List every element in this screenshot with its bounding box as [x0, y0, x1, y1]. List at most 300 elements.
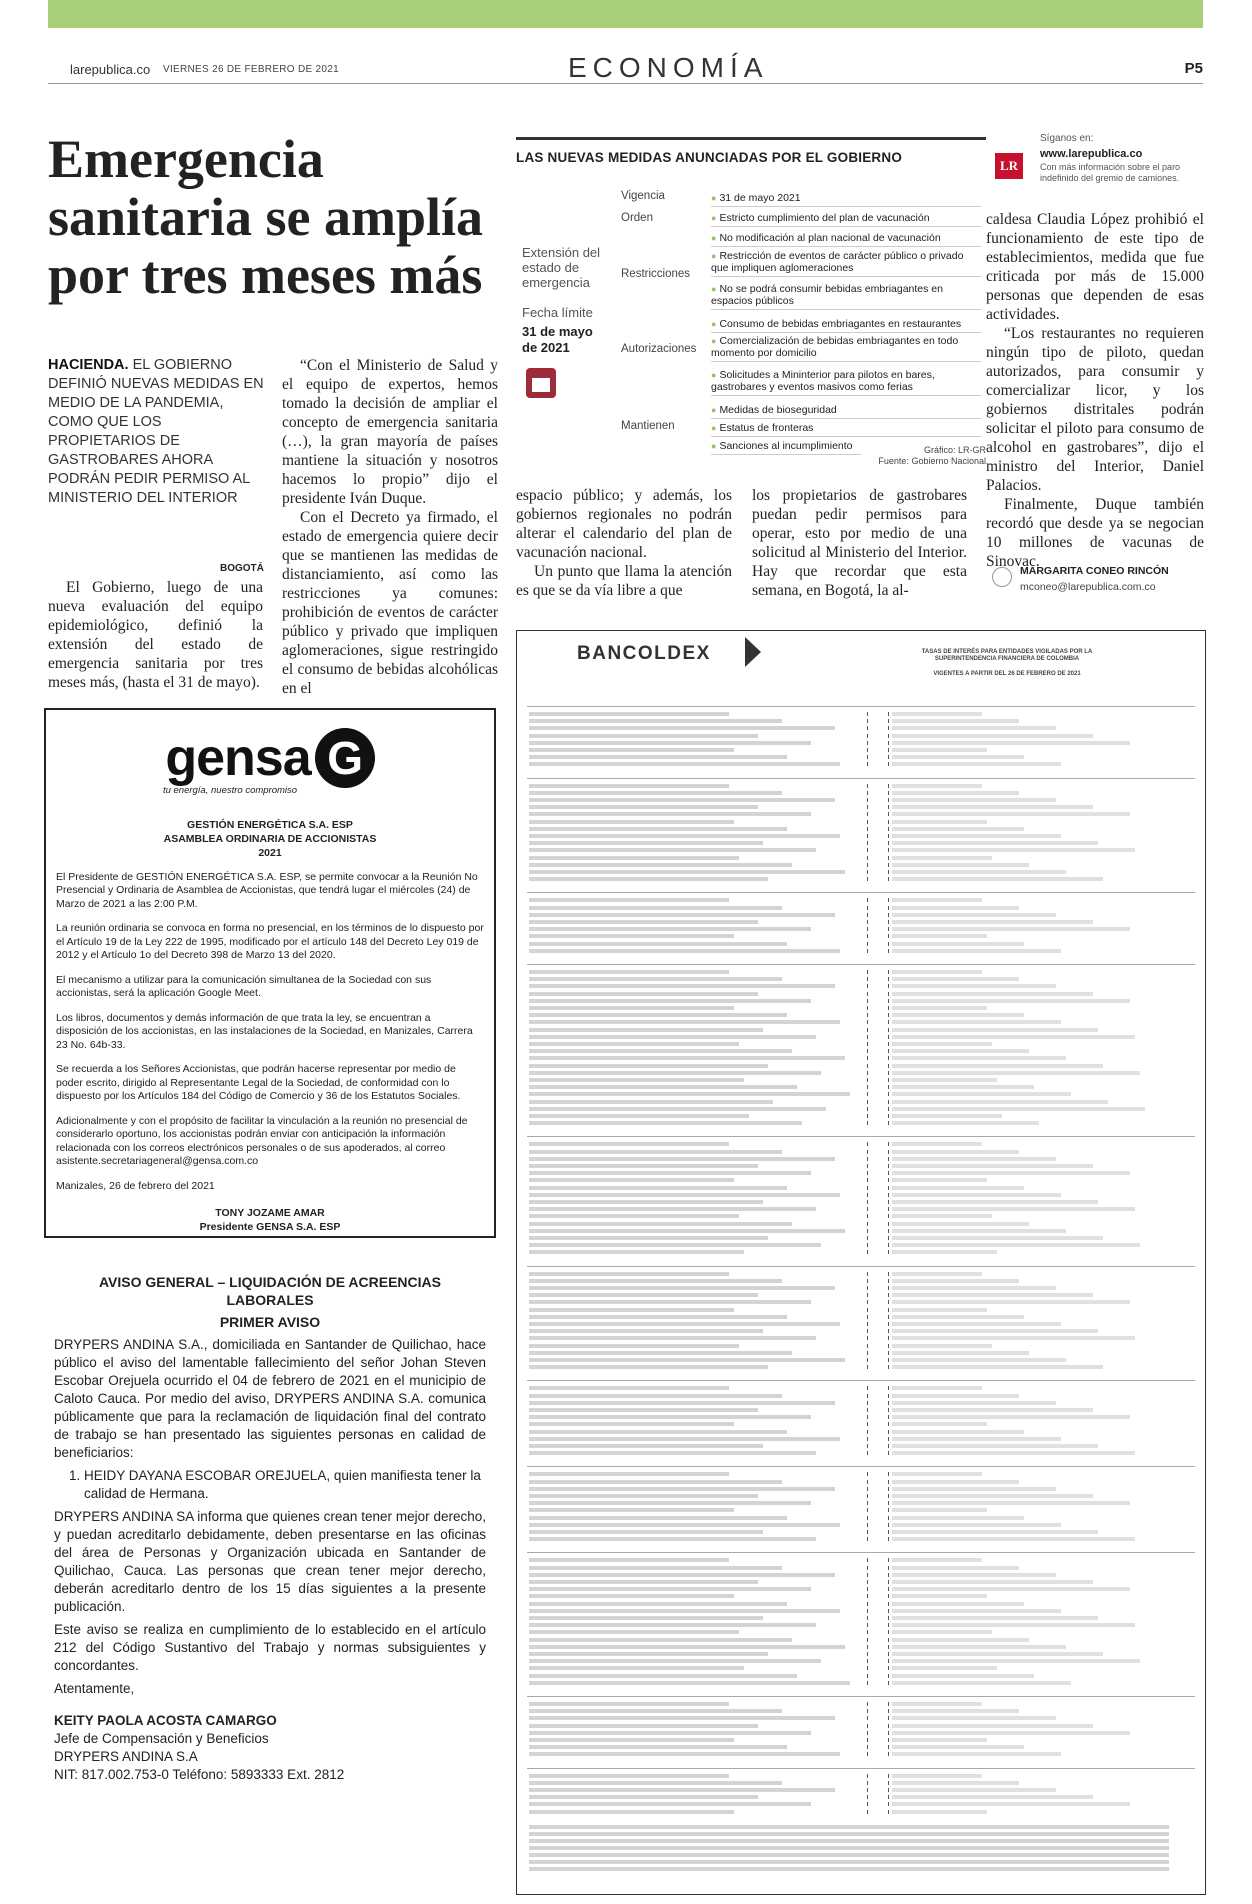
rate-marker: [867, 1042, 889, 1046]
rate-label-line: [529, 1645, 845, 1649]
rate-values-line: [892, 1774, 982, 1778]
rate-marker: [867, 1616, 889, 1620]
rate-marker: [867, 1494, 889, 1498]
rate-label-line: [529, 1386, 729, 1390]
lr-logo: LR: [995, 153, 1023, 179]
rate-label-line: [529, 1013, 787, 1017]
rate-marker: [867, 1056, 889, 1060]
rate-marker: [867, 1702, 889, 1706]
rate-label-line: [529, 1573, 835, 1577]
rate-marker: [867, 1329, 889, 1333]
rate-label-line: [529, 1558, 729, 1562]
rate-marker: [867, 942, 889, 946]
rate-label-line: [529, 877, 768, 881]
rate-values-line: [892, 1286, 1056, 1290]
rate-values-line: [892, 1042, 992, 1046]
gensa-year: 2021: [258, 846, 282, 859]
rate-marker: [867, 1071, 889, 1075]
list-item: 1. HEIDY DAYANA ESCOBAR OREJUELA, quien manifiesta tener la calidad de Hermana.: [84, 1467, 486, 1503]
rate-values-line: [892, 1336, 1135, 1340]
rate-label-line: [529, 1731, 811, 1735]
rate-marker: [867, 1602, 889, 1606]
rate-values-line: [892, 870, 1066, 874]
table-divider: [527, 1380, 1195, 1381]
rate-values-line: [892, 1358, 1066, 1362]
rate-marker: [867, 1200, 889, 1204]
rate-values-line: [892, 1408, 1093, 1412]
rate-label-line: [529, 1100, 773, 1104]
rate-marker: [867, 1609, 889, 1613]
rate-values-line: [892, 1566, 1019, 1570]
rate-marker: [867, 934, 889, 938]
rate-values-line: [892, 805, 1093, 809]
rate-label-line: [529, 1171, 811, 1175]
rate-marker: [867, 1594, 889, 1598]
rate-values-line: [892, 1602, 1024, 1606]
rate-values-line: [892, 1530, 1098, 1534]
rate-marker: [867, 748, 889, 752]
rate-values-line: [892, 1810, 987, 1814]
rate-marker: [867, 1444, 889, 1448]
rate-values-line: [892, 1645, 1066, 1649]
category-restricciones: Restricciones: [621, 268, 691, 280]
rate-label-line: [529, 1501, 811, 1505]
measure-item: ● Consumo de bebidas embriagantes en restaurantes: [711, 318, 981, 333]
rate-marker: [867, 755, 889, 759]
rate-label-line: [529, 1666, 744, 1670]
rate-marker: [867, 1587, 889, 1591]
category-vigencia: Vigencia: [621, 190, 665, 202]
rate-values-line: [892, 1300, 1130, 1304]
rate-values-line: [892, 1092, 1071, 1096]
rate-marker: [867, 1724, 889, 1728]
measure-item: ● No se podrá consumir bebidas embriagantes en espacios públicos: [711, 283, 981, 310]
rate-values-line: [892, 1329, 1098, 1333]
rate-values-line: [892, 834, 1061, 838]
rate-values-line: [892, 820, 987, 824]
rate-marker: [867, 798, 889, 802]
rate-values-line: [892, 1394, 1019, 1398]
category-orden: Orden: [621, 212, 653, 224]
rate-label-line: [529, 1674, 797, 1678]
rate-marker: [867, 1630, 889, 1634]
rate-values-line: [892, 1444, 1098, 1448]
site-name[interactable]: larepublica.co: [70, 62, 151, 77]
rate-values-line: [892, 927, 1130, 931]
rate-marker: [867, 1186, 889, 1190]
rate-values-line: [892, 863, 1029, 867]
rate-label-line: [529, 1193, 840, 1197]
rate-values-line: [892, 848, 1135, 852]
rate-values-line: [892, 1121, 1039, 1125]
rate-marker: [867, 1802, 889, 1806]
rate-label-line: [529, 812, 811, 816]
footnote-line: [529, 1846, 1169, 1850]
rate-marker: [867, 1300, 889, 1304]
rate-values-line: [892, 1623, 1135, 1627]
section-title: ECONOMÍA: [568, 52, 769, 83]
paragraph: DRYPERS ANDINA S.A., domiciliada en Santander de Quilichao, hace público el aviso del lamentable fallecimiento del señor Johan Steven Escobar Orejuela ocurrido el 04 de febrero de 2021 en el municipio de Caloto Cauca. Por medio del aviso, DRYPERS ANDINA S.A. comunica públicamente que para la reclamación de liquidación final del contrato de trabajo se han presentado las siguientes personas en calidad de beneficiarios:: [54, 1337, 486, 1460]
rate-label-line: [529, 841, 763, 845]
bancoldex-mark: [745, 637, 761, 667]
gensa-company: GESTIÓN ENERGÉTICA S.A. ESP: [187, 818, 353, 831]
rate-label-line: [529, 992, 758, 996]
paragraph: “Con el Ministerio de Salud y el equipo de expertos, hemos tomado la decisión de ampliar el concepto de emergencia sanitaria (…), la gran mayoría de países mantiene la situación y nosotros hacemos lo propio” dijo el presidente Iván Duque.: [282, 357, 498, 507]
rate-values-line: [892, 906, 1019, 910]
rate-label-line: [529, 949, 840, 953]
rate-label-line: [529, 1609, 840, 1613]
rate-label-line: [529, 1150, 782, 1154]
rate-values-line: [892, 942, 1024, 946]
measure-item: ● Estatus de fronteras: [711, 422, 981, 437]
rate-label-line: [529, 1472, 729, 1476]
rate-label-line: [529, 755, 787, 759]
table-divider: [527, 778, 1195, 779]
rate-marker: [867, 1666, 889, 1670]
rate-values-line: [892, 1781, 1019, 1785]
rate-values-line: [892, 1250, 997, 1254]
rate-values-line: [892, 1142, 982, 1146]
rate-label-line: [529, 1092, 850, 1096]
footnote-line: [529, 1860, 1169, 1864]
infobox-title: LAS NUEVAS MEDIDAS ANUNCIADAS POR EL GOBIERNO: [516, 150, 903, 165]
rate-values-line: [892, 1322, 1061, 1326]
rate-values-line: [892, 1580, 1093, 1584]
rate-label-line: [529, 1788, 835, 1792]
gensa-logo-mark: G: [315, 728, 375, 788]
rate-label-line: [529, 1508, 734, 1512]
rate-label-line: [529, 712, 729, 716]
social-url[interactable]: www.larepublica.co: [1040, 148, 1143, 160]
rate-label-line: [529, 1064, 768, 1068]
rate-marker: [867, 1659, 889, 1663]
rate-values-line: [892, 1523, 1061, 1527]
article-column-5: [986, 210, 1204, 571]
rate-marker: [867, 812, 889, 816]
article-column-4: [752, 486, 967, 600]
paragraph: DRYPERS ANDINA SA informa que quienes crean tener mejor derecho, y puedan acreditarlo debidamente, deben presentarse en las oficinas del área de Personas y Organización ubicada en Santander de Quilichao, Cauca. Las personas que crean tener mejor derecho, deberán acreditarlo dentro de los 15 días siguientes a la presente publicación.: [54, 1509, 486, 1614]
rate-values-line: [892, 1472, 982, 1476]
rate-label-line: [529, 1293, 758, 1297]
rate-values-line: [892, 1164, 1093, 1168]
rate-marker: [867, 977, 889, 981]
closing: Atentamente,: [54, 1681, 135, 1696]
rate-values-line: [892, 920, 1093, 924]
rate-values-line: [892, 898, 982, 902]
rate-marker: [867, 1107, 889, 1111]
rate-label-line: [529, 798, 835, 802]
rate-values-line: [892, 1558, 982, 1562]
rate-values-line: [892, 1157, 1056, 1161]
rate-marker: [867, 920, 889, 924]
page-number: P5: [1184, 60, 1203, 77]
gensa-logo-text: gensa: [165, 729, 311, 787]
article-column-2: [282, 356, 498, 698]
rate-label-line: [529, 934, 734, 938]
paragraph: El mecanismo a utilizar para la comunicación simultanea de la Sociedad con sus accionistas, será la aplicación Google Meet.: [56, 973, 432, 999]
paragraph: Con el Decreto ya firmado, el estado de emergencia quiere decir que se mantienen las medidas de distanciamiento, así como las restricciones ya comunes: prohibición de eventos de carácter público y privado que impliquen aglomeraciones, sigue restringido el consumo de bebidas alcohólicas en el: [282, 509, 498, 697]
rate-label-line: [529, 1286, 835, 1290]
rate-values-line: [892, 734, 1093, 738]
footnote-line: [529, 1832, 1169, 1836]
infobox-credit: [878, 445, 986, 467]
rate-values-line: [892, 1573, 1056, 1577]
rate-values-line: [892, 1788, 1056, 1792]
rate-marker: [867, 1315, 889, 1319]
rate-marker: [867, 784, 889, 788]
author-name: MARGARITA CONEO RINCÓN: [1020, 565, 1169, 577]
rate-marker: [867, 1530, 889, 1534]
rate-marker: [867, 1142, 889, 1146]
rate-label-line: [529, 1630, 739, 1634]
rate-values-line: [892, 1516, 1024, 1520]
rate-label-line: [529, 1042, 739, 1046]
rate-label-line: [529, 719, 782, 723]
rate-values-line: [892, 934, 987, 938]
measure-item: ● 31 de mayo 2021: [711, 192, 981, 207]
rate-marker: [867, 827, 889, 831]
rate-label-line: [529, 1702, 729, 1706]
aviso-title: AVISO GENERAL – LIQUIDACIÓN DE ACREENCIAS LABORALES: [98, 1274, 441, 1308]
rate-values-line: [892, 1293, 1093, 1297]
rate-values-line: [892, 1795, 1093, 1799]
rate-label-line: [529, 1451, 816, 1455]
rate-values-line: [892, 841, 1098, 845]
running-header: [48, 52, 1203, 84]
rate-label-line: [529, 1178, 734, 1182]
rate-label-line: [529, 1444, 763, 1448]
rate-label-line: [529, 1802, 811, 1806]
rate-marker: [867, 1308, 889, 1312]
rate-label-line: [529, 1587, 811, 1591]
rate-marker: [867, 877, 889, 881]
rate-marker: [867, 1236, 889, 1240]
rate-marker: [867, 726, 889, 730]
rate-marker: [867, 1279, 889, 1283]
rate-marker: [867, 1573, 889, 1577]
footnote-line: [529, 1867, 1169, 1871]
rate-marker: [867, 841, 889, 845]
author-icon: [992, 567, 1012, 587]
place-date: Manizales, 26 de febrero del 2021: [56, 1179, 215, 1192]
footnote-line: [529, 1825, 1169, 1829]
rate-label-line: [529, 1035, 816, 1039]
rate-label-line: [529, 784, 729, 788]
rate-values-line: [892, 970, 982, 974]
rate-marker: [867, 1638, 889, 1642]
rate-marker: [867, 1716, 889, 1720]
bancoldex-logo: BANCOLDEX: [577, 643, 711, 664]
rate-values-line: [892, 827, 1024, 831]
rate-values-line: [892, 1186, 1024, 1190]
rate-label-line: [529, 1516, 787, 1520]
rate-values-line: [892, 1200, 1098, 1204]
paragraph: Se recuerda a los Señores Accionistas, que podrán hacerse representar por medio de poder escrito, dirigido al Representante Legal de la Sociedad, de conformidad con lo dispuesto por los Artículos 184 del Código de Comercio y 36 de los Estatutos Sociales.: [56, 1063, 461, 1102]
rate-values-line: [892, 1229, 1066, 1233]
rate-label-line: [529, 913, 835, 917]
rate-values-line: [892, 1415, 1130, 1419]
rate-label-line: [529, 1487, 835, 1491]
rate-marker: [867, 1681, 889, 1685]
rate-values-line: [892, 784, 982, 788]
rate-label-line: [529, 1078, 744, 1082]
rate-values-line: [892, 798, 1056, 802]
rate-values-line: [892, 1049, 1029, 1053]
extension-label: Extensión del estado de emergencia: [522, 245, 601, 290]
rate-marker: [867, 1207, 889, 1211]
rate-label-line: [529, 1652, 768, 1656]
rate-marker: [867, 1020, 889, 1024]
rate-marker: [867, 1193, 889, 1197]
rate-label-line: [529, 820, 734, 824]
rate-values-line: [892, 1802, 1130, 1806]
rate-marker: [867, 856, 889, 860]
measure-item: ● Restricción de eventos de carácter público o privado que impliquen aglomeraciones: [711, 250, 981, 277]
table-divider: [527, 1136, 1195, 1137]
rate-label-line: [529, 805, 758, 809]
rate-label-line: [529, 1594, 734, 1598]
rate-values-line: [892, 949, 1061, 953]
rate-label-line: [529, 1344, 739, 1348]
rate-label-line: [529, 1121, 802, 1125]
rate-marker: [867, 1243, 889, 1247]
rate-label-line: [529, 1049, 792, 1053]
rate-label-line: [529, 1279, 782, 1283]
rate-marker: [867, 992, 889, 996]
rate-label-line: [529, 1214, 739, 1218]
rate-values-line: [892, 1222, 1029, 1226]
rate-label-line: [529, 1020, 840, 1024]
rate-marker: [867, 834, 889, 838]
rate-label-line: [529, 870, 845, 874]
rate-values-line: [892, 1745, 1024, 1749]
rate-values-line: [892, 1107, 1145, 1111]
rate-marker: [867, 898, 889, 902]
rate-marker: [867, 1178, 889, 1182]
rate-label-line: [529, 1480, 782, 1484]
rate-label-line: [529, 1358, 845, 1362]
rate-marker: [867, 1114, 889, 1118]
rate-label-line: [529, 1810, 734, 1814]
rate-values-line: [892, 719, 1019, 723]
rate-marker: [867, 1286, 889, 1290]
rate-marker: [867, 1006, 889, 1010]
rate-values-line: [892, 712, 982, 716]
rate-marker: [867, 1121, 889, 1125]
rate-marker: [867, 1013, 889, 1017]
rate-values-line: [892, 1114, 1002, 1118]
rate-label-line: [529, 1781, 782, 1785]
rate-marker: [867, 1157, 889, 1161]
rate-marker: [867, 1358, 889, 1362]
rate-marker: [867, 1229, 889, 1233]
table-divider: [527, 892, 1195, 893]
rate-label-line: [529, 856, 739, 860]
rate-label-line: [529, 1638, 792, 1642]
rate-label-line: [529, 1351, 792, 1355]
rate-values-line: [892, 1100, 1108, 1104]
table-divider: [527, 1266, 1195, 1267]
rate-marker: [867, 1437, 889, 1441]
rate-label-line: [529, 1623, 816, 1627]
rate-values-line: [892, 1666, 997, 1670]
rate-values-line: [892, 1035, 1135, 1039]
rate-label-line: [529, 1071, 821, 1075]
rate-values-line: [892, 984, 1056, 988]
paragraph: Finalmente, Duque también recordó que desde ya se negocian 10 millones de vacunas de Sinovac.: [986, 496, 1204, 570]
rate-label-line: [529, 827, 787, 831]
rate-values-line: [892, 1279, 1019, 1283]
rate-label-line: [529, 1200, 763, 1204]
rate-marker: [867, 1430, 889, 1434]
table-divider: [527, 1466, 1195, 1467]
rate-label-line: [529, 927, 811, 931]
gensa-assembly: ASAMBLEA ORDINARIA DE ACCIONISTAS: [163, 832, 377, 845]
paragraph: “Los restaurantes no requieren ningún tipo de piloto, quedan autorizados, para consumir y comercializar licor, y los gobiernos distritales podrán solicitar el piloto para consumo de alcohol en gastrobares”, dijo el ministro del Interior, Daniel Palacios.: [986, 325, 1204, 494]
article-lede: [48, 356, 268, 508]
rate-values-line: [892, 791, 1019, 795]
rate-values-line: [892, 1351, 1029, 1355]
table-divider: [527, 1696, 1195, 1697]
rate-marker: [867, 1508, 889, 1512]
rate-marker: [867, 1222, 889, 1226]
rate-values-line: [892, 1207, 1135, 1211]
rate-values-line: [892, 1681, 1071, 1685]
rate-values-line: [892, 1702, 982, 1706]
rate-marker: [867, 1472, 889, 1476]
rate-marker: [867, 870, 889, 874]
rate-marker: [867, 913, 889, 917]
rate-label-line: [529, 1752, 840, 1756]
rate-label-line: [529, 1315, 787, 1319]
gensa-tagline: tu energía, nuestro compromiso: [162, 785, 298, 796]
signer-role: Jefe de Compensación y Beneficios: [54, 1731, 269, 1746]
rate-label-line: [529, 1580, 758, 1584]
rate-values-line: [892, 1430, 1024, 1434]
rate-values-line: [892, 1437, 1061, 1441]
rate-label-line: [529, 741, 811, 745]
rate-label-line: [529, 1494, 758, 1498]
rate-label-line: [529, 1774, 729, 1778]
rate-marker: [867, 1100, 889, 1104]
rate-label-line: [529, 1322, 840, 1326]
rate-label-line: [529, 1365, 768, 1369]
deadline-label: Fecha límite: [522, 305, 593, 320]
rate-marker: [867, 1272, 889, 1276]
measure-item: ● No modificación al plan nacional de vacunación: [711, 232, 981, 247]
rate-values-line: [892, 1085, 1034, 1089]
table-divider: [527, 964, 1195, 965]
rate-marker: [867, 1709, 889, 1713]
rate-values-line: [892, 1150, 1019, 1154]
author-email[interactable]: mconeo@larepublica.com.co: [1020, 581, 1156, 593]
rate-marker: [867, 1386, 889, 1390]
rate-label-line: [529, 999, 811, 1003]
rate-values-line: [892, 1013, 1024, 1017]
rate-label-line: [529, 1164, 758, 1168]
rate-marker: [867, 1674, 889, 1678]
measure-item: ● Medidas de bioseguridad: [711, 404, 981, 419]
rates-vigencia: VIGENTES A PARTIR DEL 26 DE FEBRERO DE 2021: [933, 671, 1081, 677]
rate-values-line: [892, 1386, 982, 1390]
rate-values-line: [892, 1214, 992, 1218]
article-column-1: [48, 578, 263, 692]
measure-item: ● Estricto cumplimiento del plan de vacunación: [711, 212, 981, 227]
rate-label-line: [529, 1745, 787, 1749]
rate-values-line: [892, 1594, 987, 1598]
rate-values-line: [892, 1609, 1061, 1613]
rate-label-line: [529, 1229, 845, 1233]
